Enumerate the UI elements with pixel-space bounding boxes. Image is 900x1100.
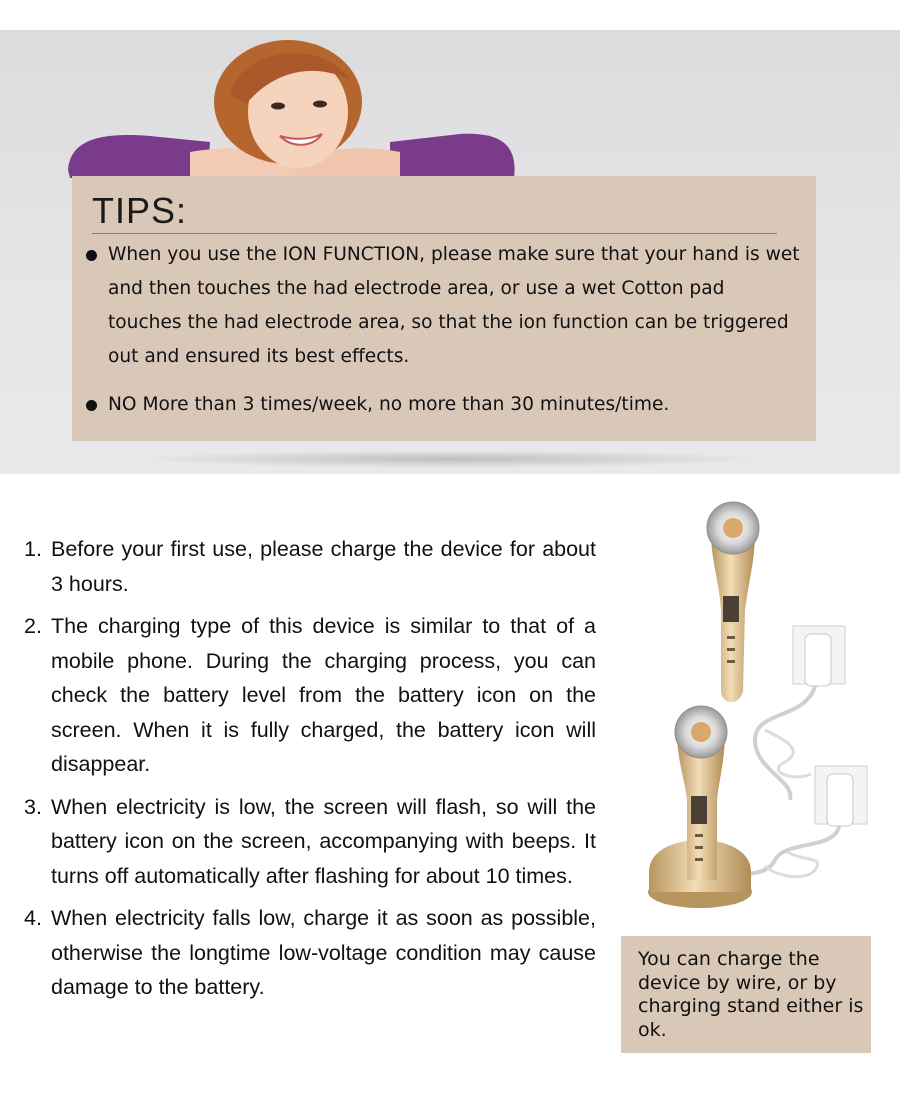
bullet-icon xyxy=(86,250,97,261)
banner-shadow xyxy=(130,450,770,468)
tip-text: NO More than 3 times/week, no more than 30 minutes/time. xyxy=(108,394,670,415)
step-item xyxy=(24,532,596,601)
right-sleeve xyxy=(390,134,515,178)
tip-item xyxy=(86,238,800,374)
step-text: Before your first use, please charge the device for about 3 hours. xyxy=(51,537,596,596)
step-item xyxy=(24,790,596,894)
caption-text: You can charge the device by wire, or by charging stand either is ok. xyxy=(638,948,864,1041)
step-number: 3. xyxy=(24,794,42,819)
step-text: When electricity falls low, charge it as soon as possible, otherwise the longtime low-voltage condition may cause damage to the battery. xyxy=(51,906,596,999)
step-text: The charging type of this device is similar to that of a mobile phone. During the charging process, you can check the battery level from the battery icon on the screen. When it is fully charged, the battery icon will disappear. xyxy=(51,614,596,776)
step-number: 4. xyxy=(24,906,42,930)
device-handheld xyxy=(707,502,759,702)
wall-charger-icon xyxy=(815,766,867,826)
step-number: 2. xyxy=(24,614,42,638)
step-text: When electricity is low, the screen will flash, so will the battery icon on the screen, accompanying with beeps. It turns off automatically after flashing for about 10 times. xyxy=(51,794,596,888)
bullet-icon xyxy=(86,400,97,411)
step-item xyxy=(24,609,596,782)
tip-item xyxy=(86,388,800,422)
wall-charger-icon xyxy=(793,626,845,686)
charging-steps-list xyxy=(24,532,596,1013)
tips-divider xyxy=(92,233,777,234)
tips-box xyxy=(72,176,816,441)
tips-title: TIPS: xyxy=(92,190,188,231)
tip-text: When you use the ION FUNCTION, please make sure that your hand is wet and then touches the had electrode area, or use a wet Cotton pad touches the had electrode area, so that the ion function can be triggered out and ensured its best effects. xyxy=(108,244,800,367)
step-number: 1. xyxy=(24,537,42,561)
woman-illustration xyxy=(60,40,530,180)
device-charging-illustration xyxy=(615,500,895,930)
device-on-stand xyxy=(648,706,752,908)
caption-box xyxy=(621,936,871,1053)
step-item xyxy=(24,901,596,1005)
left-sleeve xyxy=(68,135,210,178)
